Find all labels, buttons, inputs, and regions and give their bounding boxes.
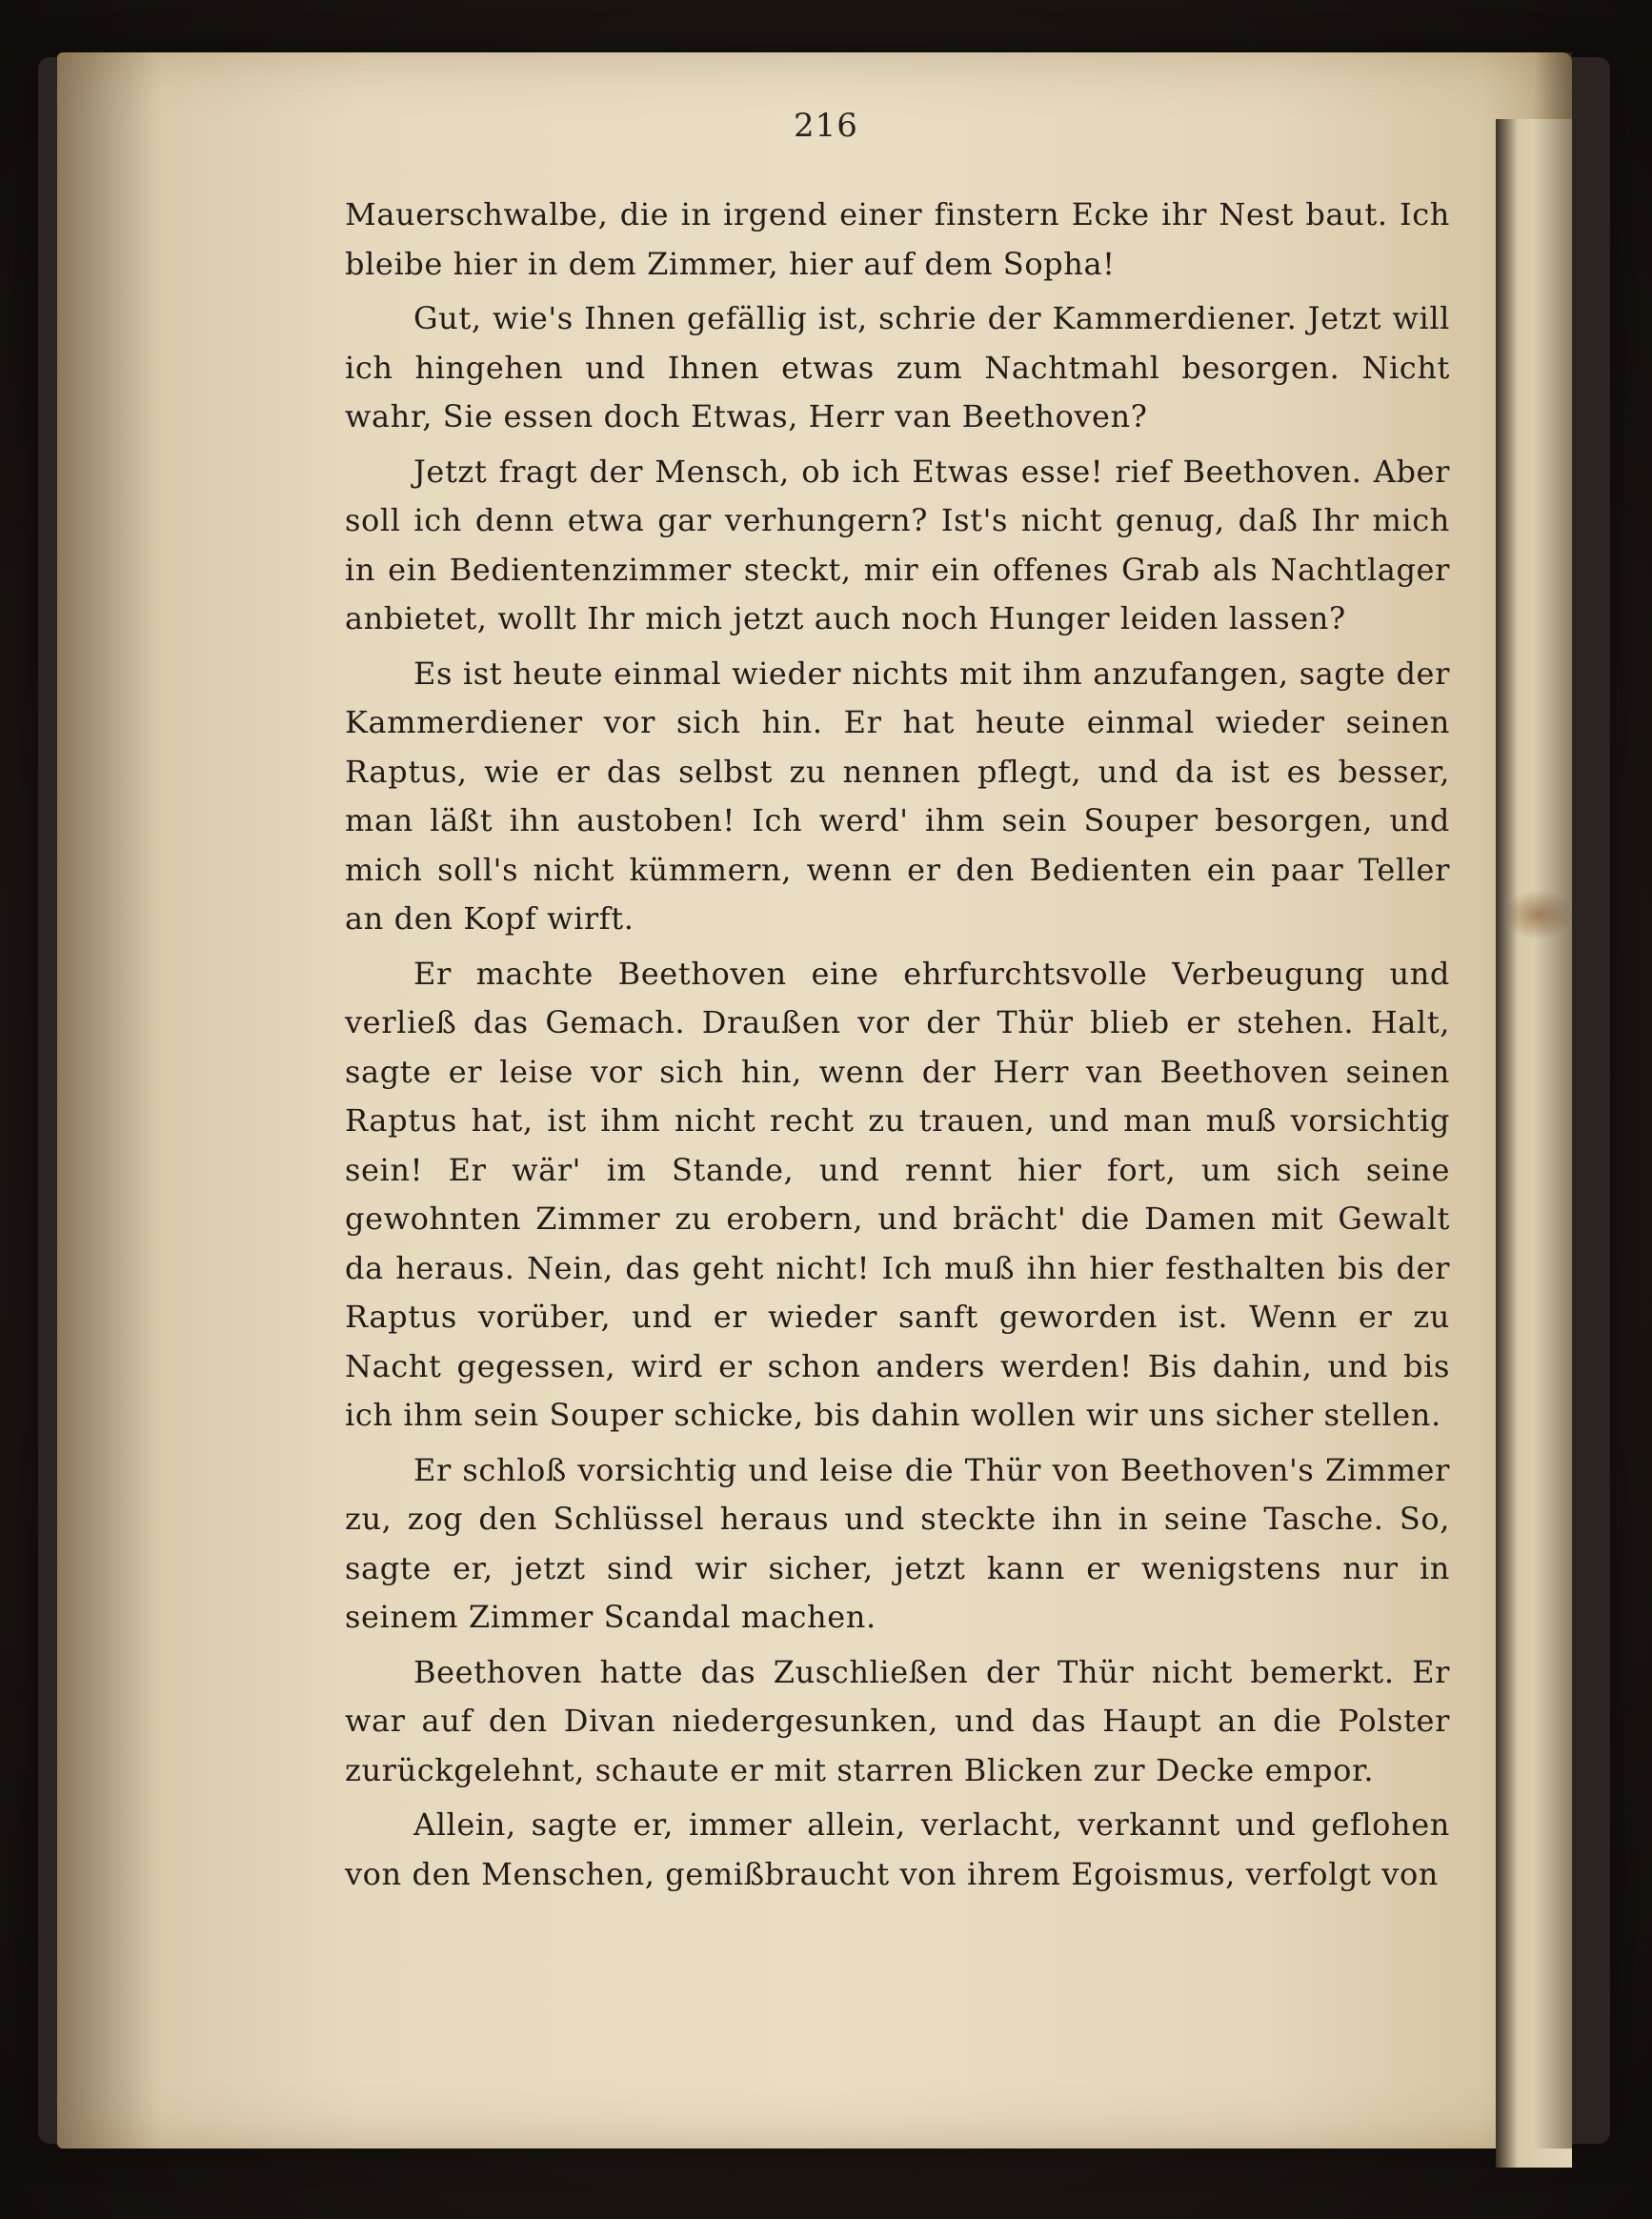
paragraph: Er machte Beethoven eine ehrfurchtsvolle Verbeugung und verließ das Gemach. Draußen vor der Thür blieb er stehen. Halt, sagte er leise vor sich hin, wenn der Herr van Beethoven seinen Raptus hat, ist ihm nicht recht zu trauen, und man muß vorsichtig sein! Er wär' im Stande, und rennt hier fort, um sich seine gewohnten Zimmer zu erobern, und brächt' die Damen mit Gewalt da heraus. Nein, das geht nicht! Ich muß ihn hier festhalten bis der Raptus vorüber, und er wieder sanft geworden ist. Wenn er zu Nacht gegessen, wird er schon anders werden! Bis dahin, und bis ich ihm sein Souper schicke, bis dahin wollen wir uns sicher stellen.: [345, 955, 1450, 1433]
page-stain: [1505, 891, 1572, 938]
paragraph: Allein, sagte er, immer allein, verlacht, verkannt und geflohen von den Menschen, gemißbraucht von ihrem Egoismus, verfolgt von: [345, 1806, 1450, 1892]
paragraph: Gut, wie's Ihnen gefällig ist, schrie der Kammerdiener. Jetzt will ich hingehen und Ihnen etwas zum Nachtmahl besorgen. Nicht wahr, Sie essen doch Etwas, Herr van Beethoven?: [345, 300, 1450, 434]
page-text: [345, 191, 1450, 1905]
paragraph: Jetzt fragt der Mensch, ob ich Etwas esse! rief Beethoven. Aber soll ich denn etwa gar verhungern? Ist's nicht genug, daß Ihr mich in ein Bedientenzimmer steckt, mir ein offenes Grab als Nachtlager anbietet, wollt Ihr mich jetzt auch noch Hunger leiden lassen?: [345, 453, 1450, 636]
adjacent-page-edge: [1496, 119, 1572, 2168]
paragraph: Beethoven hatte das Zuschließen der Thür nicht bemerkt. Er war auf den Divan niedergesunken, und das Haupt an die Polster zurückgelehnt, schaute er mit starren Blicken zur Decke empor.: [345, 1653, 1450, 1788]
paragraph: Es ist heute einmal wieder nichts mit ihm anzufangen, sagte der Kammerdiener vor sich hin. Er hat heute einmal wieder seinen Raptus, wie er das selbst zu nennen pflegt, und da ist es besser, man läßt ihn austoben! Ich werd' ihm sein Souper besorgen, und mich soll's nicht kümmern, wenn er den Bedienten ein paar Teller an den Kopf wirft.: [345, 655, 1450, 937]
paragraph: Er schloß vorsichtig und leise die Thür von Beethoven's Zimmer zu, zog den Schlüssel heraus und steckte ihn in seine Tasche. So, sagte er, jetzt sind wir sicher, jetzt kann er wenigstens nur in seinem Zimmer Scandal machen.: [345, 1451, 1450, 1635]
page-number: 216: [794, 107, 858, 145]
paragraph: Mauerschwalbe, die in irgend einer finstern Ecke ihr Nest baut. Ich bleibe hier in dem Zimmer, hier auf dem Sopha!: [345, 196, 1450, 282]
